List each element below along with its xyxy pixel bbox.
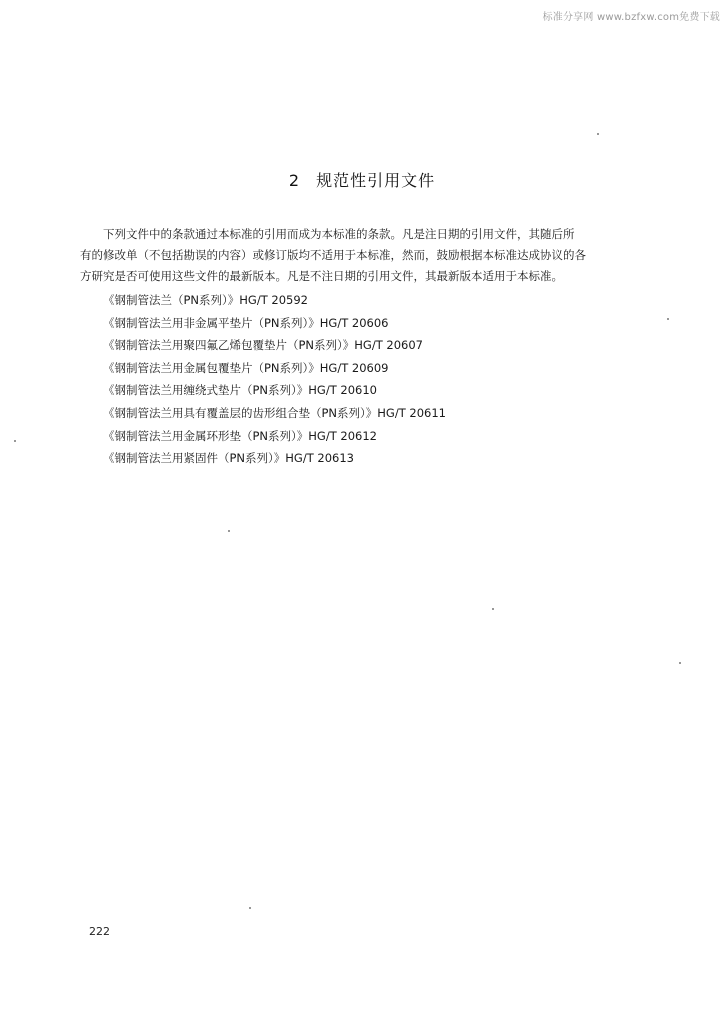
reference-item: 《钢制管法兰用聚四氟乙烯包覆垫片（PN系列）》HG/T 20607 xyxy=(103,338,423,353)
scan-speck xyxy=(679,662,681,664)
scan-speck xyxy=(228,530,230,532)
reference-item: 《钢制管法兰（PN系列）》HG/T 20592 xyxy=(103,293,308,307)
paragraph-line: 方研究是否可使用这些文件的最新版本。凡是不注日期的引用文件，其最新版本适用于本标准。 xyxy=(80,269,563,283)
reference-item: 《钢制管法兰用缠绕式垫片（PN系列）》HG/T 20610 xyxy=(103,383,377,398)
paragraph-line: 有的修改单（不包括勘误的内容）或修订版均不适用于本标准，然而，鼓励根据本标准达成协议的各 xyxy=(80,248,586,262)
reference-list xyxy=(103,289,446,470)
scan-speck xyxy=(249,907,251,909)
reference-item: 《钢制管法兰用非金属平垫片（PN系列）》HG/T 20606 xyxy=(103,315,389,330)
scan-speck xyxy=(14,440,16,442)
reference-item: 《钢制管法兰用金属包覆垫片（PN系列）》HG/T 20609 xyxy=(103,360,389,375)
scan-speck xyxy=(667,318,669,320)
scan-speck xyxy=(597,133,599,135)
section-title: 规范性引用文件 xyxy=(316,171,436,190)
watermark: 标准分享网 www.bzfxw.com免费下载 xyxy=(542,12,720,23)
section-number: 2 xyxy=(288,171,301,190)
body-paragraph xyxy=(80,224,655,287)
page-number: 222 xyxy=(89,925,110,938)
paragraph-line: 下列文件中的条款通过本标准的引用而成为本标准的条款。凡是注日期的引用文件，其随后所 xyxy=(103,227,575,241)
section-heading xyxy=(0,168,724,191)
reference-item: 《钢制管法兰用金属环形垫（PN系列）》HG/T 20612 xyxy=(103,428,377,443)
scan-speck xyxy=(492,608,494,610)
reference-item: 《钢制管法兰用具有覆盖层的齿形组合垫（PN系列）》HG/T 20611 xyxy=(103,405,446,420)
reference-item: 《钢制管法兰用紧固件（PN系列）》HG/T 20613 xyxy=(103,451,354,466)
